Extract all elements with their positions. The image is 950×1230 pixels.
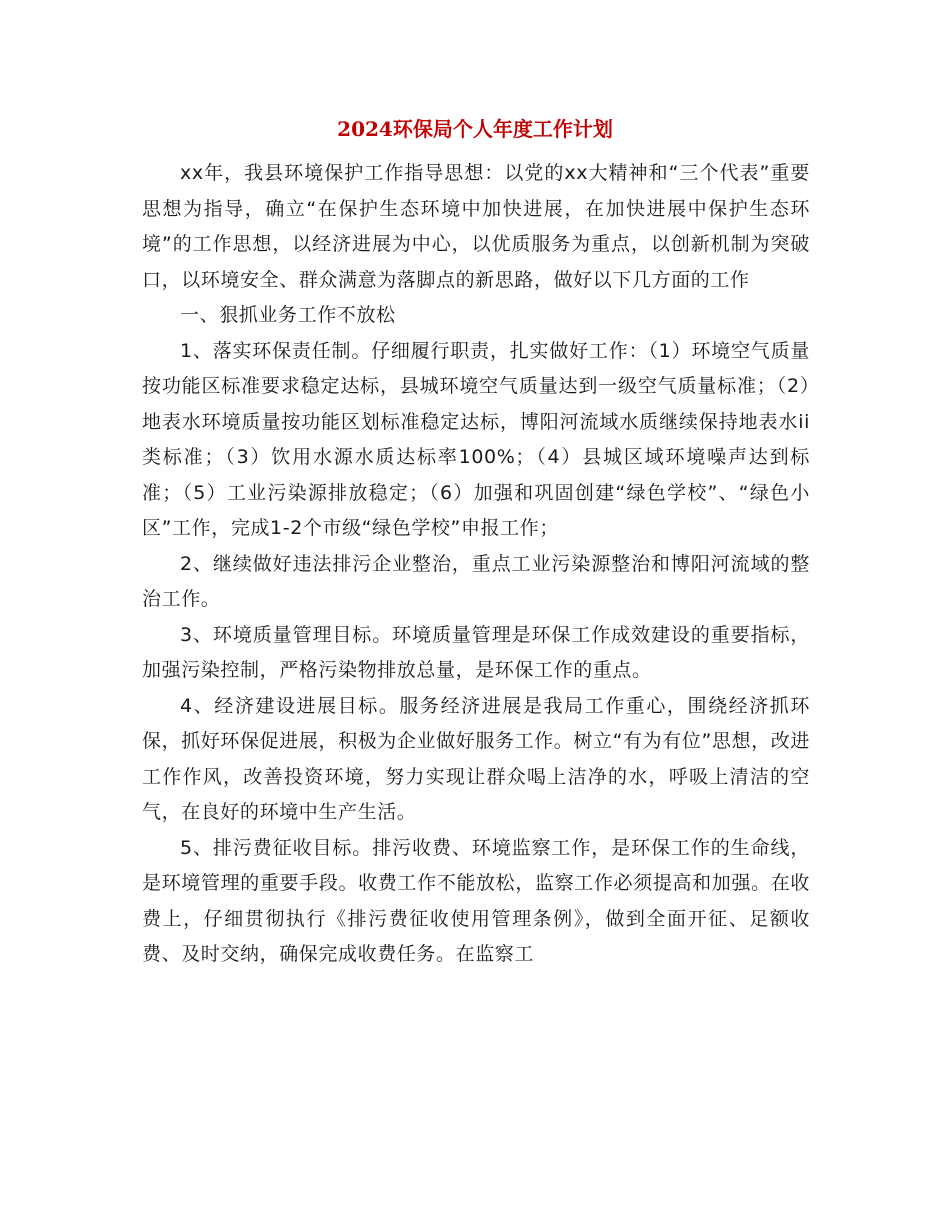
section-heading: 一、狠抓业务工作不放松 [180,304,396,326]
paragraph-item-3: 3、环境质量管理目标。环境质量管理是环保工作成效建设的重要指标，加强污染控制，严格污染物排放总量，是环保工作的重点。 [142,623,810,681]
paragraph-item-4: 4、经济建设进展目标。服务经济进展是我局工作重心，围绕经济抓环保，抓好环保促进展，积极为企业做好服务工作。树立“有为有位”思想，改进工作作风，改善投资环境，努力实现让群众喝上洁净的水，呼吸上清洁的空气，在良好的环境中生产生活。 [142,694,810,823]
paragraph-item-1: 1、落实环保责任制。仔细履行职责，扎实做好工作：（1）环境空气质量按功能区标准要求稳定达标，县城环境空气质量达到一级空气质量标准；（2）地表水环境质量按功能区划标准稳定达标，博阳河流域水质继续保持地表水ii类标准；（3）饮用水源水质达标率100%；（4）县城区域环境噪声达到标准；（5）工业污染源排放稳定；（6）加强和巩固创建“绿色学校”、“绿色小区”工作，完成1-2个市级“绿色学校”申报工作； [142,339,810,539]
document-title: 2024环保局个人年度工作计划 [337,117,613,141]
document-body [142,156,810,973]
paragraph-item-5: 5、排污费征收目标。排污收费、环境监察工作，是环保工作的生命线，是环境管理的重要手段。收费工作不能放松，监察工作必须提高和加强。在收费上，仔细贯彻执行《排污费征收使用管理条例》，做到全面开征、足额收费、及时交纳，确保完成收费任务。在监察工 [142,836,810,965]
paragraph-intro: xx年，我县环境保护工作指导思想：以党的xx大精神和“三个代表”重要思想为指导，确立“在保护生态环境中加快进展，在加快进展中保护生态环境”的工作思想，以经济进展为中心，以优质服务为重点，以创新机制为突破口，以环境安全、群众满意为落脚点的新思路，做好以下几方面的工作 [142,162,810,291]
paragraph-item-2: 2、继续做好违法排污企业整治，重点工业污染源整治和博阳河流域的整治工作。 [142,552,810,610]
